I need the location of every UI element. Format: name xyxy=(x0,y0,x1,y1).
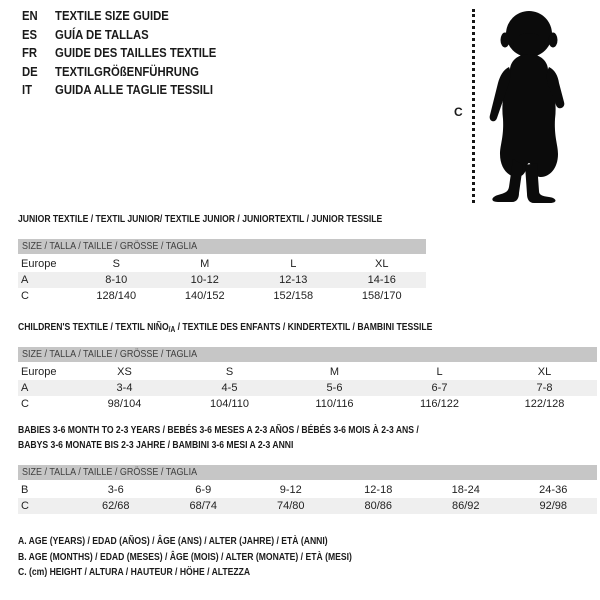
footnote-b: B. AGE (MONTHS) / EDAD (MESES) / ÂGE (MOIS) / ALTER (MONATE) / ETÀ (MESI) xyxy=(18,550,352,563)
table-cell: 10-12 xyxy=(190,274,219,286)
table-cell: 122/128 xyxy=(524,398,565,410)
row-label: C xyxy=(21,500,29,512)
size-header-bar: SIZE / TALLA / TAILLE / GRÖSSE / TAGLIA xyxy=(18,347,597,362)
baby-silhouette-image xyxy=(479,7,575,203)
table-cell: 5-6 xyxy=(326,382,343,394)
language-row-fr xyxy=(22,44,245,63)
table-cell: M xyxy=(200,258,210,270)
table-row xyxy=(18,482,597,498)
language-row-de xyxy=(22,63,245,82)
footnote-a: A. AGE (YEARS) / EDAD (AÑOS) / ÂGE (ANS) / ALTER (JAHRE) / ETÀ (ANNI) xyxy=(18,535,328,547)
height-measure-dotted-line xyxy=(472,9,475,203)
table-cell: 110/116 xyxy=(315,398,354,410)
table-cell: L xyxy=(290,258,297,270)
language-label: GUIDE DES TAILLES TEXTILE xyxy=(55,45,217,61)
table-cell: 92/98 xyxy=(539,500,568,512)
babies-size-table xyxy=(18,482,597,514)
table-cell: 4-5 xyxy=(221,382,238,394)
table-cell: XL xyxy=(537,366,552,378)
table-cell: L xyxy=(436,366,443,378)
table-cell: 128/140 xyxy=(96,290,137,302)
table-cell: 18-24 xyxy=(451,484,480,496)
table-cell: 158/170 xyxy=(361,290,402,302)
table-cell: S xyxy=(225,366,234,378)
section-title: BABIES 3-6 MONTH TO 2-3 YEARS / BEBÉS 3-6 MESES A 2-3 AÑOS / BÉBÉS 3-6 MOIS À 2-3 ANS / BABYS 3-6 MONATE BIS 2-3 JAHRE / BAMBINI 3-6 MESI A 2-3 ANNI xyxy=(18,424,419,451)
row-label: A xyxy=(21,382,29,394)
table-cell: 9-12 xyxy=(279,484,302,496)
children-size-table xyxy=(18,364,597,412)
table-cell: 140/152 xyxy=(184,290,225,302)
table-cell: 80/86 xyxy=(364,500,393,512)
table-cell: 8-10 xyxy=(105,274,128,286)
row-label: C xyxy=(21,398,29,410)
table-row xyxy=(18,272,426,288)
language-label: GUÍA DE TALLAS xyxy=(55,26,149,42)
section-children-textile xyxy=(18,320,597,412)
table-cell: 14-16 xyxy=(367,274,396,286)
language-row-es xyxy=(22,26,245,45)
language-label: TEXTILGRÖßENFÜHRUNG xyxy=(55,63,199,79)
table-cell: 68/74 xyxy=(189,500,218,512)
size-header-bar: SIZE / TALLA / TAILLE / GRÖSSE / TAGLIA xyxy=(18,465,597,480)
section-babies-textile xyxy=(18,423,597,514)
table-cell: 6-7 xyxy=(431,382,448,394)
table-row xyxy=(18,498,597,514)
table-cell: 62/68 xyxy=(101,500,130,512)
table-cell: 116/122 xyxy=(420,398,459,410)
row-label: B xyxy=(21,484,29,496)
footnotes xyxy=(18,534,425,581)
table-cell: 152/158 xyxy=(273,290,314,302)
height-measure-label: C xyxy=(454,105,463,119)
row-label: A xyxy=(21,274,29,286)
table-row xyxy=(18,288,426,304)
row-label: C xyxy=(21,290,29,302)
section-junior-textile xyxy=(18,212,426,304)
table-cell: 7-8 xyxy=(536,382,553,394)
subscript-a: /A xyxy=(168,325,176,334)
table-row xyxy=(18,380,597,396)
section-title: CHILDREN'S TEXTILE / TEXTIL $NIÑO_{/A}$ / TEXTILE DES ENFANTS / KINDERTEXTIL / BAMBINI TESSILE xyxy=(18,321,433,334)
table-row xyxy=(18,256,426,272)
language-code: ES xyxy=(22,26,38,42)
section-title: JUNIOR TEXTILE / TEXTIL JUNIOR/ TEXTILE JUNIOR / JUNIORTEXTIL / JUNIOR TESSILE xyxy=(18,213,383,225)
table-cell: S xyxy=(112,258,120,270)
language-label: TEXTILE SIZE GUIDE xyxy=(55,8,169,23)
language-title-list xyxy=(22,7,245,100)
language-code: IT xyxy=(22,82,33,98)
table-cell: M xyxy=(329,366,340,378)
table-cell: 98/104 xyxy=(107,398,142,410)
junior-size-table xyxy=(18,256,426,304)
table-cell: 3-6 xyxy=(107,484,124,496)
table-cell: 24-36 xyxy=(539,484,568,496)
language-code: EN xyxy=(22,8,38,23)
language-code: FR xyxy=(22,45,38,61)
table-cell: 86/92 xyxy=(451,500,480,512)
language-label: GUIDA ALLE TAGLIE TESSILI xyxy=(55,82,213,98)
language-row-it xyxy=(22,81,245,100)
table-cell: 6-9 xyxy=(195,484,212,496)
table-row xyxy=(18,364,597,380)
row-label: Europe xyxy=(21,366,57,378)
table-cell: 74/80 xyxy=(276,500,305,512)
table-row xyxy=(18,396,597,412)
table-cell: 12-18 xyxy=(364,484,393,496)
table-cell: 3-4 xyxy=(116,382,133,394)
language-code: DE xyxy=(22,63,38,79)
language-row-en xyxy=(22,7,245,26)
table-cell: XL xyxy=(375,258,389,270)
footnote-c: C. (cm) HEIGHT / ALTURA / HAUTEUR / HÖHE / ALTEZZA xyxy=(18,566,251,579)
table-cell: 12-13 xyxy=(279,274,308,286)
table-cell: 104/110 xyxy=(210,398,249,410)
row-label: Europe xyxy=(21,258,57,270)
table-cell: XS xyxy=(117,366,132,378)
size-header-bar: SIZE / TALLA / TAILLE / GRÖSSE / TAGLIA xyxy=(18,239,426,254)
